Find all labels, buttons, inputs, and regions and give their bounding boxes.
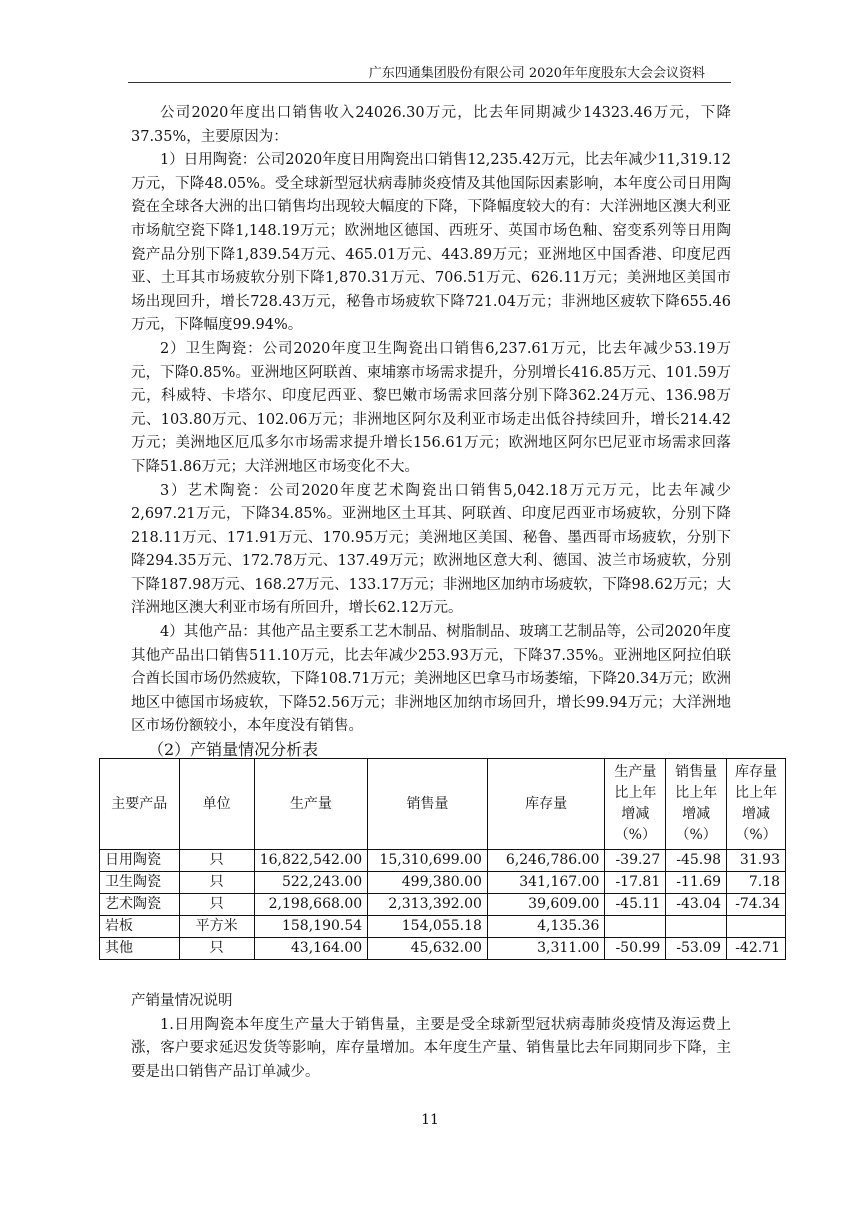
cell-production: 2,198,668.00 [254, 894, 367, 916]
table-row [100, 872, 786, 894]
cell-production: 16,822,542.00 [254, 850, 367, 872]
cell-production: 158,190.54 [254, 916, 367, 938]
cell-sales: 154,055.18 [368, 916, 488, 938]
cell-product: 卫生陶瓷 [100, 872, 180, 894]
cell-sales: 15,310,699.00 [368, 850, 488, 872]
header-title: 广东四通集团股份有限公司 2020年年度股东大会会议资料 [368, 66, 705, 81]
cell-production-change: -50.99 [605, 938, 666, 960]
cell-product: 岩板 [100, 916, 180, 938]
cell-inventory: 3,311.00 [487, 938, 605, 960]
production-sales-table [99, 758, 786, 960]
paragraph-other-products: 4）其他产品：其他产品主要系工艺木制品、树脂制品、玻璃工艺制品等，公司2020年度其他产品出口销售511.10万元，比去年减少253.93万元，下降37.35%。亚洲地区阿拉伯联合酋长国市场仍然疲软，下降108.71万元；美洲地区巴拿马市场萎缩，下降20.34万元；欧洲地区中德国市场疲软，下降52.56万元；非洲地区加纳市场回升，增长99.94万元；大洋洲地区市场份额较小，本年度没有销售。 [131, 624, 731, 735]
header-sales: 销售量 [368, 759, 488, 850]
page-header [128, 62, 731, 83]
page-number: 11 [421, 1112, 439, 1128]
cell-sales-change: -53.09 [666, 938, 727, 960]
cell-inventory: 341,167.00 [487, 872, 605, 894]
header-sales-change: 销售量 比上年 增减 （%） [666, 759, 727, 850]
cell-production-change [605, 916, 666, 938]
cell-production-change: -39.27 [605, 850, 666, 872]
cell-sales-change [666, 916, 727, 938]
header-production-change: 生产量 比上年 增减 （%） [605, 759, 666, 850]
cell-production: 522,243.00 [254, 872, 367, 894]
paragraph-art-ceramics: 3）艺术陶瓷：公司2020年度艺术陶瓷出口销售5,042.18万元万元，比去年减少2,697.21万元，下降34.85%。亚洲地区土耳其、阿联酋、印度尼西亚市场疲软，分别下降218.11万元、171.91万元、170.95万元；美洲地区美国、秘鲁、墨西哥市场疲软，分别下降294.35万元、172.78万元、137.49万元；欧洲地区意大利、德国、波兰市场疲软，分别下降187.98万元、168.27万元、133.17万元；非洲地区加纳市场疲软，下降98.62万元；大洋洲地区澳大利亚市场有所回升，增长62.12万元。 [131, 482, 731, 617]
table-row [100, 916, 786, 938]
cell-production: 43,164.00 [254, 938, 367, 960]
production-sales-notes [131, 990, 731, 1084]
cell-product: 艺术陶瓷 [100, 894, 180, 916]
table-row [100, 938, 786, 960]
export-sales-analysis [131, 102, 731, 739]
cell-inventory: 39,609.00 [487, 894, 605, 916]
cell-inventory-change [727, 916, 786, 938]
cell-sales: 499,380.00 [368, 872, 488, 894]
cell-inventory-change: 31.93 [727, 850, 786, 872]
cell-sales: 2,313,392.00 [368, 894, 488, 916]
cell-inventory: 6,246,786.00 [487, 850, 605, 872]
cell-inventory-change: -74.34 [727, 894, 786, 916]
cell-production-change: -45.11 [605, 894, 666, 916]
table-row [100, 850, 786, 872]
paragraph-sanitary-ceramics: 2）卫生陶瓷：公司2020年度卫生陶瓷出口销售6,237.61万元，比去年减少53.19万元，下降0.85%。亚洲地区阿联酋、柬埔寨市场需求提升，分别增长416.85万元、101.59万元，科威特、卡塔尔、印度尼西亚、黎巴嫩市场需求回落分别下降362.24万元、136.98万元、103.80万元、102.06万元；非洲地区阿尔及利亚市场走出低谷持续回升，增长214.42万元；美洲地区厄瓜多尔市场需求提升增长156.61万元；欧洲地区阿尔巴尼亚市场需求回落下降51.86万元；大洋洲地区市场变化不大。 [131, 340, 731, 475]
cell-inventory-change: 7.18 [727, 872, 786, 894]
header-production: 生产量 [254, 759, 367, 850]
cell-product: 日用陶瓷 [100, 850, 180, 872]
table-title: （2）产销量情况分析表 [148, 740, 319, 759]
notes-item: 1.日用陶瓷本年度生产量大于销售量，主要是受全球新型冠状病毒肺炎疫情及海运费上涨，客户要求延迟发货等影响，库存量增加。本年度生产量、销售量比去年同期同步下降，主要是出口销售产品订单减少。 [131, 1016, 731, 1080]
cell-inventory-change: -42.71 [727, 938, 786, 960]
header-unit: 单位 [179, 759, 254, 850]
table-row [100, 894, 786, 916]
header-inventory: 库存量 [487, 759, 605, 850]
header-inventory-change: 库存量 比上年 增减 （%） [727, 759, 786, 850]
cell-unit: 只 [179, 894, 254, 916]
cell-sales-change: -11.69 [666, 872, 727, 894]
paragraph-daily-ceramics: 1）日用陶瓷：公司2020年度日用陶瓷出口销售12,235.42万元，比去年减少11,319.12万元，下降48.05%。受全球新型冠状病毒肺炎疫情及其他国际因素影响，本年度公司日用陶瓷在全球各大洲的出口销售均出现较大幅度的下降，下降幅度较大的有：大洋洲地区澳大利亚市场航空瓷下降1,148.19万元；欧洲地区德国、西班牙、英国市场色釉、窑变系列等日用陶瓷产品分别下降1,839.54万元、465.01万元、443.89万元；亚洲地区中国香港、印度尼西亚、土耳其市场疲软分别下降1,870.31万元、706.51万元、626.11万元；美洲地区美国市场出现回升，增长728.43万元，秘鲁市场疲软下降721.04万元；非洲地区疲软下降655.46万元，下降幅度99.94%。 [131, 152, 731, 334]
cell-product: 其他 [100, 938, 180, 960]
cell-inventory: 4,135.36 [487, 916, 605, 938]
cell-sales-change: -45.98 [666, 850, 727, 872]
cell-unit: 平方米 [179, 916, 254, 938]
table-header-row [100, 759, 786, 850]
cell-sales: 45,632.00 [368, 938, 488, 960]
cell-unit: 只 [179, 872, 254, 894]
cell-production-change: -17.81 [605, 872, 666, 894]
cell-unit: 只 [179, 938, 254, 960]
cell-unit: 只 [179, 850, 254, 872]
header-product: 主要产品 [100, 759, 180, 850]
cell-sales-change: -43.04 [666, 894, 727, 916]
notes-title: 产销量情况说明 [131, 993, 233, 1009]
paragraph-intro: 公司2020年度出口销售收入24026.30万元，比去年同期减少14323.46万元，下降37.35%，主要原因为： [131, 105, 731, 145]
